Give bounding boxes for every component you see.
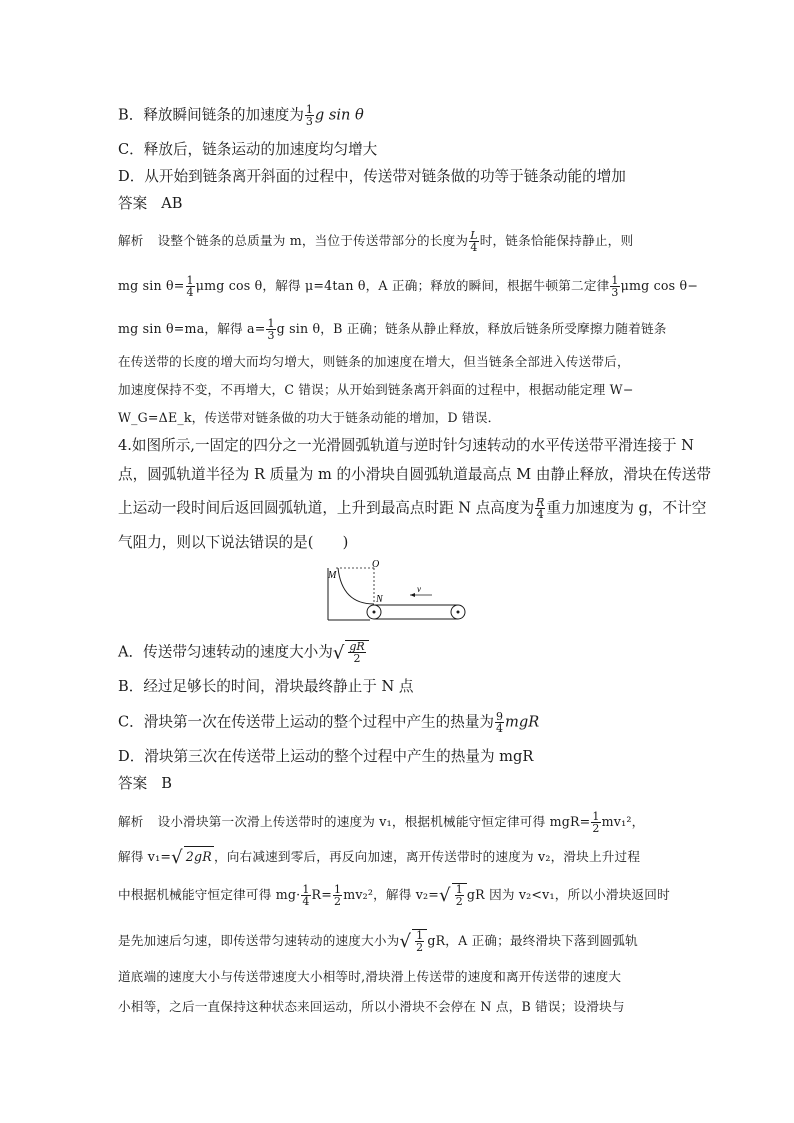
q4-option-b: B．经过足够长的时间，滑块最终静止于 N 点 <box>118 678 414 695</box>
velocity-arrowhead <box>410 593 415 597</box>
explanation-text: mg sin θ=ma，解得 a= <box>118 321 266 336</box>
explanation-label: 解析 <box>118 814 144 829</box>
q4-explanation-line-3: 中根据机械能守恒定律可得 mg· $\frac{1}{4}$ R= $\frac{1}{2}$ mv₂²，解得 v₂=√ $\frac{1}{2}$ gR 因为 v₂<v₁，所以小滑块返回时 <box>118 883 670 908</box>
fraction: $\frac{1}{3}$ <box>305 103 313 128</box>
explanation-text: 设整个链条的总质量为 m，当位于传送带部分的长度为 <box>157 233 469 248</box>
fraction: $\frac{1}{4}$ <box>186 274 194 299</box>
fraction: $\frac{1}{2}$ <box>455 883 463 908</box>
explanation-text: 是先加速后匀速，即传送带匀速转动的速度大小为 <box>118 933 400 948</box>
q3-explanation-line-6: W_G=ΔE_k，传送带对链条做的功大于链条动能的增加，D 错误． <box>118 410 501 425</box>
explanation-text: g sin θ，B 正确；链条从静止释放，释放后链条所受摩擦力随着链条 <box>276 321 667 336</box>
q3-explanation-line-2 <box>118 275 698 298</box>
answer-label: 答案 <box>118 195 148 212</box>
sqrt-expression <box>452 883 467 907</box>
fraction: $\frac{L}{4}$ <box>470 229 478 254</box>
fraction: $\frac{9}{4}$ <box>496 710 504 735</box>
explanation-text: 设小滑块第一次滑上传送带时的速度为 v₁，根据机械能守恒定律可得 mgR= <box>157 814 591 829</box>
q3-explanation-line-3 <box>118 318 667 341</box>
q4-option-c <box>118 711 539 734</box>
fraction: $\frac{1}{4}$ <box>302 883 310 908</box>
label-o: O <box>372 560 380 570</box>
left-pulley-axle <box>373 611 376 614</box>
fraction: $\frac{gR}{2}$ <box>349 640 365 665</box>
q3-explanation-line-5: 加速度保持不变，不再增大，C 错误；从开始到链条离开斜面的过程中，根据动能定理 W− <box>118 382 634 397</box>
q3-option-c: C．释放后，链条运动的加速度均匀增大 <box>118 141 378 158</box>
sqrt-expression <box>345 640 368 664</box>
explanation-text: 解得 v₁= <box>118 849 172 864</box>
q3-explanation-line-1 <box>118 230 633 253</box>
q3-option-b <box>118 104 364 127</box>
answer-label: 答案 <box>118 775 148 792</box>
q4-answer <box>118 774 172 794</box>
q4-explanation-line-5: 道底端的速度大小与传送带速度大小相等时,滑块滑上传送带的速度和离开传送带的速度大 <box>118 969 622 984</box>
label-v: v <box>417 584 421 594</box>
q4-option-a: A．传送带匀速转动的速度大小为√ $\frac{gR}{2}$ <box>118 640 369 664</box>
sqrt-expression <box>412 929 427 953</box>
q4-explanation-line-1 <box>118 811 644 834</box>
q3-option-b-text: B．释放瞬间链条的加速度为 <box>118 106 304 124</box>
track-conveyor-figure <box>322 560 472 626</box>
q4-option-c-text: C．滑块第一次在传送带上运动的整个过程中产生的热量为 <box>118 713 495 731</box>
explanation-text: R= <box>311 887 332 902</box>
q4-stem-text: 上运动一段时间后返回圆弧轨道，上升到最高点时距 N 点高度为 <box>118 499 535 517</box>
fraction: $\frac{1}{2}$ <box>416 929 424 954</box>
explanation-text: mg sin θ= <box>118 278 185 293</box>
q4-stem-line-1: 4.如图所示,一固定的四分之一光滑圆弧轨道与逆时针匀速转动的水平传送带平滑连接于 N <box>118 437 694 454</box>
q4-stem-text: 重力加速度为 g，不计空 <box>546 499 707 517</box>
explanation-text: mv₂²，解得 v₂= <box>343 887 440 902</box>
explanation-text: 中根据机械能守恒定律可得 mg· <box>118 887 301 902</box>
q4-explanation-line-4: 是先加速后匀速，即传送带匀速转动的速度大小为√ $\frac{1}{2}$ gR，A 正确；最终滑块下落到圆弧轨 <box>118 929 638 954</box>
explanation-text: μmg cos θ− <box>620 278 699 293</box>
q3-answer <box>118 194 182 214</box>
q4-explanation-line-2: 解得 v₁=√ 2gR ，向右减速到零后，再反向加速，离开传送带时的速度为 v₂，滑块上升过程 <box>118 847 641 868</box>
fraction: $\frac{R}{4}$ <box>536 496 545 521</box>
arc-track <box>338 568 374 604</box>
explanation-label: 解析 <box>118 233 144 248</box>
explanation-text: gR 因为 v₂<v₁，所以小滑块返回时 <box>466 887 670 902</box>
q4-option-a-text: A．传送带匀速转动的速度大小为 <box>118 643 333 661</box>
q3-option-d: D．从开始到链条离开斜面的过程中，传送带对链条做的功等于链条动能的增加 <box>118 168 626 185</box>
q4-stem-line-2: 点，圆弧轨道半径为 R 质量为 m 的小滑块自圆弧轨道最高点 M 由静止释放，滑块在传送带 <box>118 466 711 483</box>
q4-option-c-formula: mgR <box>505 713 540 731</box>
q4-stem-line-4: 气阻力，则以下说法错误的是( ) <box>118 534 349 551</box>
answer-value: AB <box>161 195 183 212</box>
sqrt-expression: 2gR <box>184 846 214 867</box>
fraction: $\frac{1}{3}$ <box>611 274 619 299</box>
label-n: N <box>376 594 383 605</box>
q4-explanation-line-6: 小相等，之后一直保持这种状态来回运动，所以小滑块不会停在 N 点，B 错误；设滑块与 <box>118 999 625 1014</box>
explanation-text: mv₁²， <box>601 814 645 829</box>
q3-option-b-formula: g sin θ <box>314 106 364 124</box>
right-pulley-axle <box>457 611 460 614</box>
fraction: $\frac{1}{3}$ <box>267 317 275 342</box>
explanation-text: 时，链条恰能保持静止，则 <box>479 233 634 248</box>
q4-option-d: D．滑块第三次在传送带上运动的整个过程中产生的热量为 mgR <box>118 748 534 765</box>
fraction: $\frac{1}{2}$ <box>333 883 342 908</box>
answer-value: B <box>161 775 172 792</box>
explanation-text: μmg cos θ，解得 μ=4tan θ，A 正确；释放的瞬间，根据牛顿第二定律 <box>195 278 610 293</box>
explanation-text: gR，A 正确；最终滑块下落到圆弧轨 <box>427 933 638 948</box>
explanation-text: ，向右减速到零后，再反向加速，离开传送带时的速度为 v₂，滑块上升过程 <box>213 849 641 864</box>
q3-explanation-line-4: 在传送带的长度的增大而均匀增大，则链条的加速度在增大，但当链条全部进入传送带后， <box>118 354 630 369</box>
label-m: M <box>328 570 337 581</box>
q4-stem-line-3 <box>118 497 706 520</box>
fraction: $\frac{1}{2}$ <box>592 810 600 835</box>
